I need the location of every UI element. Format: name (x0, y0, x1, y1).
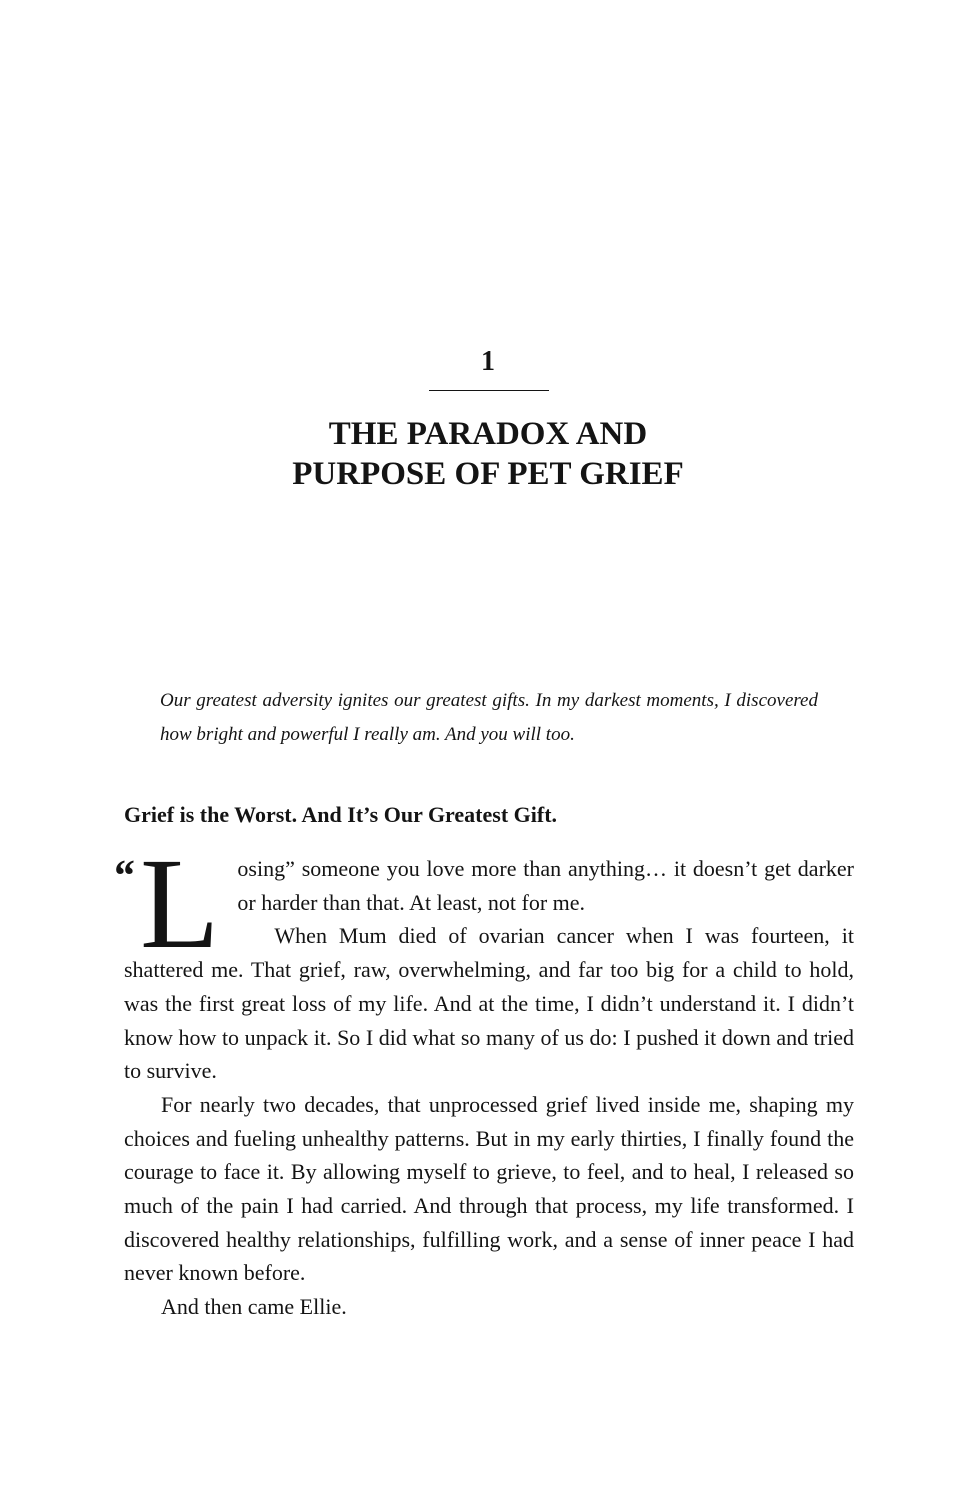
chapter-divider (429, 390, 549, 391)
chapter-title (0, 414, 976, 494)
chapter-title-line-1: THE PARADOX AND (328, 416, 648, 452)
paragraph-1 (124, 832, 854, 976)
paragraph-1-text: osing” someone you love more than anything… it doesn’t get darker or harder than that. At least, not for me. (237, 856, 854, 915)
section-heading: Grief is the Worst. And It’s Our Greatest Gift. (124, 802, 558, 827)
paragraph-4: And then came Ellie. (161, 1294, 347, 1320)
drop-cap-letter: L (140, 832, 220, 976)
body-text (112, 832, 854, 1324)
paragraph-3: For nearly two decades, that unprocessed grief lived inside me, shaping my choices and fueling unhealthy patterns. But in my early thirties, I finally found the courage to face it. By allowing myself to grieve, to feel, and to heal, I released so much of the pain I had carried. And through that process, my life transformed. I discovered healthy relationships, fulfilling work, and a sense of inner peace I had never known before. (124, 1091, 854, 1286)
epigraph: Our greatest adversity ignites our greatest gifts. In my darkest moments, I discovered how bright and powerful I really am. And you will too. (160, 690, 818, 745)
chapter-number: 1 (481, 346, 495, 377)
chapter-title-line-2: PURPOSE OF PET GRIEF (292, 456, 684, 492)
open-quote-mark: “ (112, 851, 134, 900)
paragraph-2: When Mum died of ovarian cancer when I was fourteen, it shattered me. That grief, raw, overwhelming, and far too big for a child to hold, was the first great loss of my life. And at the time, I didn’t understand it. I didn’t know how to unpack it. So I did what so many of us do: I pushed it down and tried to survive. (124, 923, 854, 1084)
